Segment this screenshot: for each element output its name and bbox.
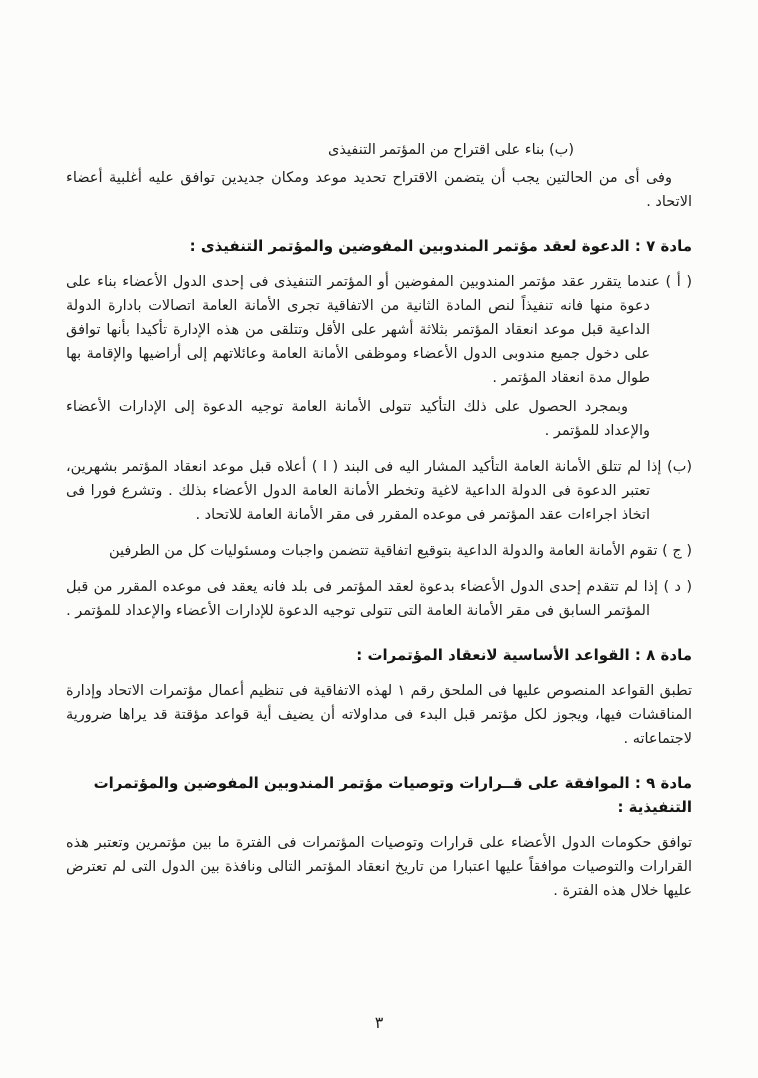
item-a-text: عندما يتقرر عقد مؤتمر المندوبين المفوضين أو المؤتمر التنفيذى فى إحدى الدول الأعضاء بناء على دعوة منها فانه تنفيذاً لنص المادة الثانية من الاتفاقية تجرى الأمانة العامة اتصالات بادارة الدولة الداعية قبل موعد انعقاد المؤتمر بثلاثة أشهر على الأقل وتتلقى من هذه الإدارة تأكيدا بأنها توافق على دخول جميع مندوبى الدول الأعضاء وموظفى الأمانة العامة وعائلاتهم إلى أراضيها والإقامة بها طوال مدة انعقاد المؤتمر . xyxy=(66,274,660,387)
article-7-heading: مادة ٧ : الدعوة لعقد مؤتمر المندوبين المفوضين والمؤتمر التنفيذى : xyxy=(189,237,692,256)
item-d-line xyxy=(66,575,693,623)
intro-paragraph: وفى أى من الحالتين يجب أن يتضمن الاقتراح تحديد موعد ومكان جديدين توافق عليه أغلبية أعضاء الاتحاد . xyxy=(66,170,692,211)
item-a-line xyxy=(66,270,693,390)
item-b-line xyxy=(66,455,692,527)
article-9-paragraph: توافق حكومات الدول الأعضاء على قرارات وتوصيات المؤتمرات فى الفترة ما بين مؤتمرين وتعتبر هذه القرارات والتوصيات موافقاً عليها اعتبارا من تاريخ انعقاد المؤتمر التالى ونافذة بين الدول التى لم تعترض عليها خلال هذه الفترة . xyxy=(66,835,692,900)
page-number: ٣ xyxy=(374,1013,384,1032)
article-7-item-a xyxy=(66,270,692,442)
article-7-item-c xyxy=(66,539,692,563)
item-c-marker: ( ج ) xyxy=(662,542,692,559)
item-c-line xyxy=(66,539,692,563)
article-7-item-b xyxy=(66,455,692,527)
article-8-paragraph: تطبق القواعد المنصوص عليها فى الملحق رقم ١ لهذه الاتفاقية فى تنظيم أعمال مؤتمرات الاتحاد وإدارة المناقشات فيها، ويجوز لكل مؤتمر قبل البدء فى مداولاته أن يضيف أية قواعد مؤقتة قد يراها ضرورية لاجتماعاته . xyxy=(66,683,692,748)
article-8-heading: مادة ٨ : القواعد الأساسية لانعقاد المؤتمرات : xyxy=(356,646,692,664)
item-d-text: إذا لم تتقدم إحدى الدول الأعضاء بدعوة لعقد المؤتمر فى بلد فانه يعقد فى موعده المقرر من قبل المؤتمر السابق فى مقر الأمانة العامة التى تتولى توجيه الدعوة للإدارات الأعضاء والإعداد للمؤتمر . xyxy=(66,578,659,619)
item-b-marker: (ب) xyxy=(667,458,692,475)
item-b-text: إذا لم تتلق الأمانة العامة التأكيد المشار اليه فى البند ( ا ) أعلاه قبل موعد انعقاد المؤتمر بشهرين، تعتبر الدعوة فى الدولة الداعية لاغية وتخطر الأمانة العامة الدول الأعضاء بذلك . وتشرع فورا فى اتخاذ اجراءات عقد المؤتمر فى موعده المقرر فى مقر الأمانة العامة للاتحاد . xyxy=(66,458,662,523)
item-a-continuation: وبمجرد الحصول على ذلك التأكيد تتولى الأمانة العامة توجيه الدعوة إلى الإدارات الأعضاء والإعداد للمؤتمر . xyxy=(66,398,650,439)
article-7-item-d xyxy=(66,575,692,623)
clause-b-line: (ب) بناء على اقتراح من المؤتمر التنفيذى xyxy=(328,142,574,158)
item-a-marker: ( أ ) xyxy=(665,274,693,291)
item-d-marker: ( د ) xyxy=(663,578,693,595)
article-9-heading: مادة ٩ : الموافقة على قــرارات وتوصيات مؤتمر المندوبين المفوضين والمؤتمرات التنفيذية : xyxy=(93,774,692,817)
item-c-text: تقوم الأمانة العامة والدولة الداعية بتوقيع اتفاقية تتضمن واجبات ومسئوليات كل من الطرفين xyxy=(109,542,658,559)
